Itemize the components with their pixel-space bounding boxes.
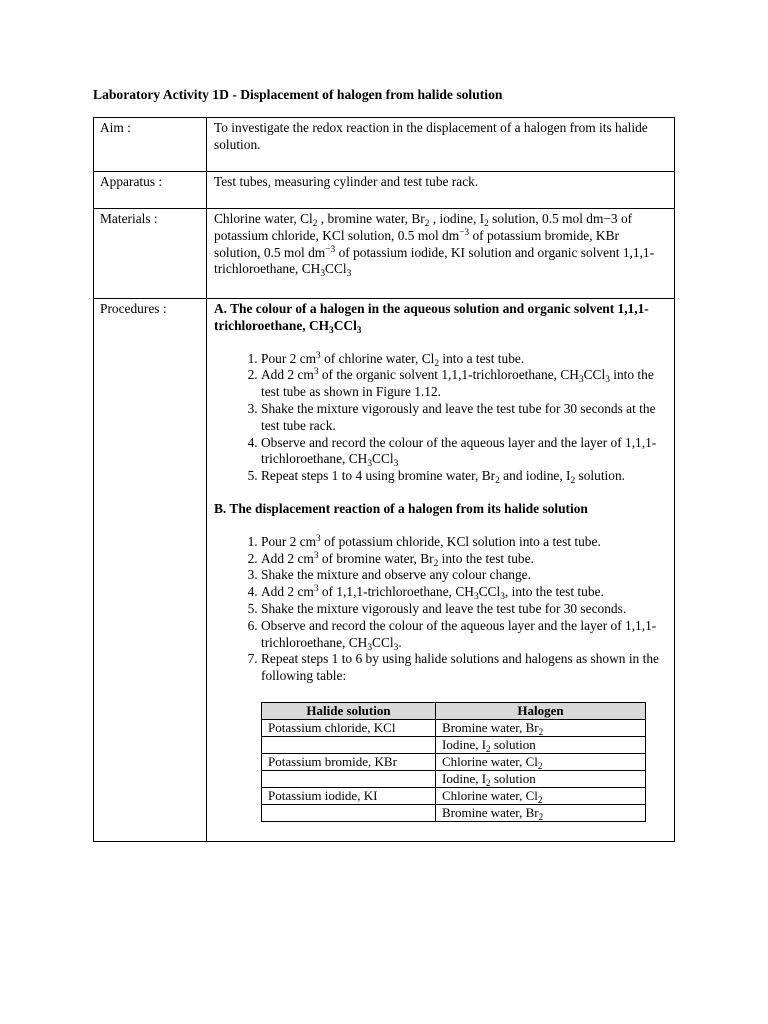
apparatus-text: Test tubes, measuring cylinder and test tube rack. bbox=[207, 172, 675, 209]
section-b-step: 5. Shake the mixture vigorously and leave the test tube for 30 seconds. bbox=[261, 601, 667, 618]
section-b-step: 4. Add 2 $cm^3$ of 1,1,1-trichloroethane, $CH_3CCl_3$, into the test tube. bbox=[261, 584, 667, 601]
procedures-row bbox=[94, 299, 675, 842]
halide-cell bbox=[262, 736, 436, 753]
halide-cell: Potassium chloride, KCl bbox=[262, 719, 436, 736]
materials-row bbox=[94, 209, 675, 299]
halide-table-row bbox=[262, 753, 646, 770]
aim-row bbox=[94, 118, 675, 172]
section-b-step: 3. Shake the mixture and observe any colour change. bbox=[261, 567, 667, 584]
halide-table-row bbox=[262, 736, 646, 753]
halogen-cell: Bromine water, $Br_2$ bbox=[436, 719, 646, 736]
section-a-step: 1. Pour 2 $cm^3$ of chlorine water, $Cl_2$ into a test tube. bbox=[261, 351, 667, 368]
section-b-step: 2. Add 2 $cm^3$ of bromine water, $Br_2$ into the test tube. bbox=[261, 551, 667, 568]
halide-cell: Potassium bromide, KBr bbox=[262, 753, 436, 770]
halogen-cell: Iodine, $I_2$ solution bbox=[436, 770, 646, 787]
aim-label: Aim : bbox=[94, 118, 207, 172]
section-a-step: 5. Repeat steps 1 to 4 using bromine water, $Br_2$ and iodine, $I_2$ solution. bbox=[261, 468, 667, 485]
halogen-cell: Bromine water, $Br_2$ bbox=[436, 804, 646, 821]
halogen-column-header: Halogen bbox=[436, 702, 646, 719]
halide-cell: Potassium iodide, KI bbox=[262, 787, 436, 804]
page-title: Laboratory Activity 1D - Displacement of halogen from halide solution bbox=[93, 87, 503, 102]
section-a-heading: A. The colour of a halogen in the aqueous solution and organic solvent 1,1,1-trichloroethane, $CH_3CCl_3$ bbox=[214, 301, 649, 336]
materials-text: Chlorine water, $Cl_2$ , bromine water, $Br_2$ , iodine, $I_2$ solution, 0.5 mol dm−3 of potassium chloride, KCl solution, 0.5 mol $dm^{-3}$ of potassium bromide, KBr solution, 0.5 mol $dm^{-3}$ of potassium iodide, KI solution and organic solvent 1,1,1-trichloroethane, $CH_3CCl_3$ bbox=[207, 209, 675, 299]
halide-table-row bbox=[262, 770, 646, 787]
materials-label: Materials : bbox=[94, 209, 207, 299]
section-b-step: 6. Observe and record the colour of the aqueous layer and the layer of 1,1,1-trichloroethane, $CH_3CCl_3$. bbox=[261, 618, 667, 652]
section-a-steps bbox=[214, 351, 667, 485]
section-b-heading: B. The displacement reaction of a halogen from its halide solution bbox=[214, 500, 588, 516]
procedures-content bbox=[207, 299, 675, 842]
apparatus-row bbox=[94, 172, 675, 209]
halide-halogen-table bbox=[261, 702, 646, 822]
aim-text: To investigate the redox reaction in the displacement of a halogen from its halide solution. bbox=[207, 118, 675, 172]
section-b-step: 1. Pour 2 $cm^3$ of potassium chloride, KCl solution into a test tube. bbox=[261, 534, 667, 551]
halide-column-header: Halide solution bbox=[262, 702, 436, 719]
section-a-step: 2. Add 2 $cm^3$ of the organic solvent 1,1,1-trichloroethane, $CH_3CCl_3$ into the test tube as shown in Figure 1.12. bbox=[261, 367, 667, 401]
procedures-label: Procedures : bbox=[94, 299, 207, 842]
halide-table-row bbox=[262, 804, 646, 821]
halogen-cell: Chlorine water, $Cl_2$ bbox=[436, 753, 646, 770]
halide-table-row bbox=[262, 719, 646, 736]
section-b-step: 7. Repeat steps 1 to 6 by using halide solutions and halogens as shown in the following table: bbox=[261, 651, 667, 685]
halogen-cell: Iodine, $I_2$ solution bbox=[436, 736, 646, 753]
halide-table-row bbox=[262, 787, 646, 804]
halide-cell bbox=[262, 770, 436, 787]
section-a-step: 3. Shake the mixture vigorously and leave the test tube for 30 seconds at the test tube rack. bbox=[261, 401, 667, 435]
halide-cell bbox=[262, 804, 436, 821]
section-b-steps bbox=[214, 534, 667, 685]
halide-table-header-row bbox=[262, 702, 646, 719]
activity-table bbox=[93, 117, 675, 842]
apparatus-label: Apparatus : bbox=[94, 172, 207, 209]
section-a-step: 4. Observe and record the colour of the aqueous layer and the layer of 1,1,1-trichloroethane, $CH_3CCl_3$ bbox=[261, 435, 667, 469]
halogen-cell: Chlorine water, $Cl_2$ bbox=[436, 787, 646, 804]
